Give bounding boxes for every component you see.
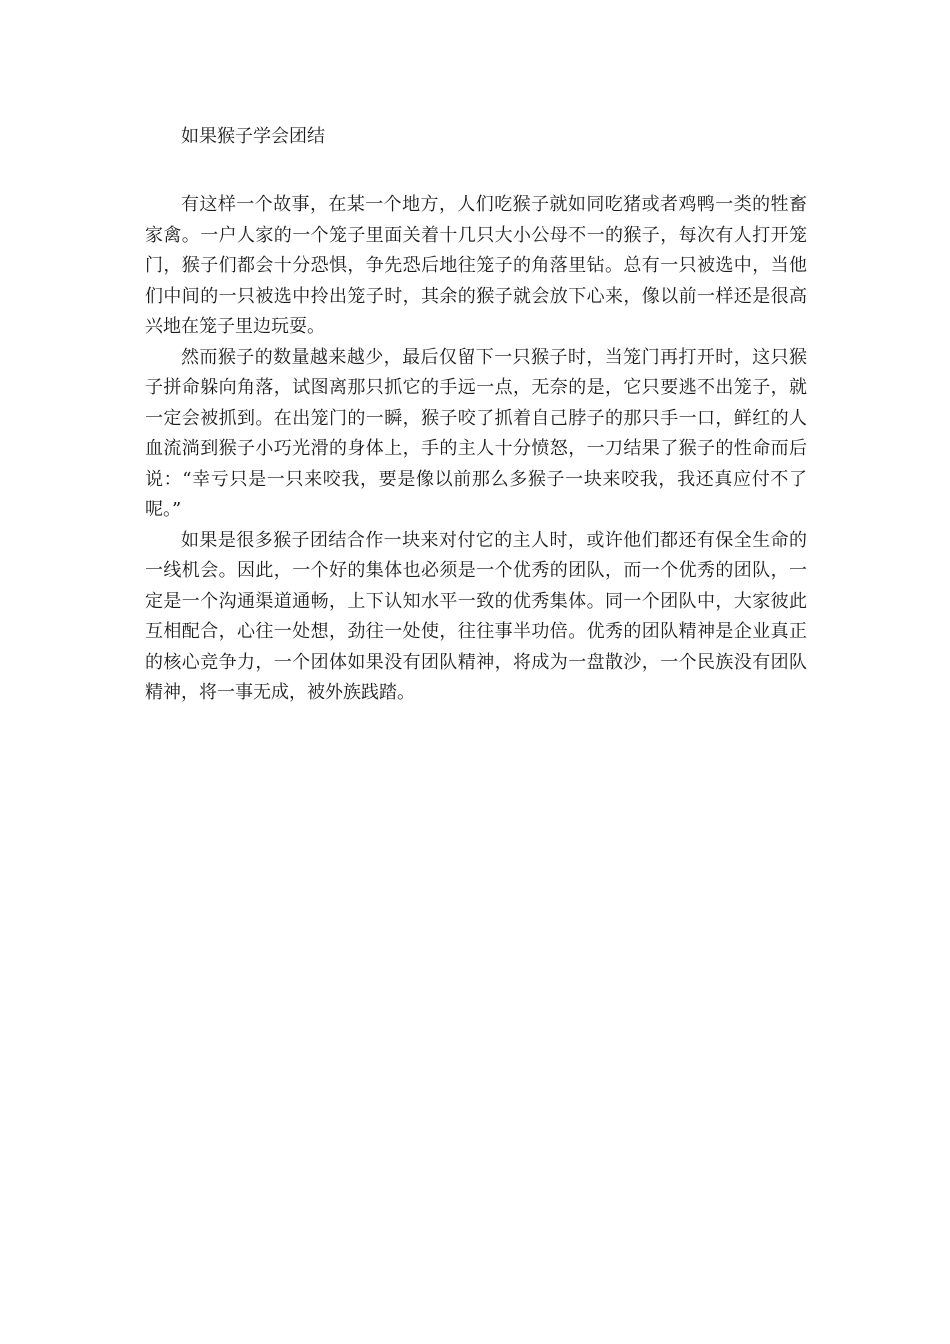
paragraph-3: 如果是很多猴子团结合作一块来对付它的主人时，或许他们都还有保全生命的一线机会。因此，一个好的集体也必须是一个优秀的团队，而一个优秀的团队，一定是一个沟通渠道通畅，上下认知水平一致的优秀集体。同一个团队中，大家彼此互相配合，心往一处想，劲往一处使，往往事半功倍。优秀的团队精神是企业真正的核心竞争力，一个团体如果没有团队精神，将成为一盘散沙，一个民族没有团队精神，将一事无成，被外族践踏。 [145, 529, 807, 703]
document-body [145, 190, 807, 709]
paragraph-1: 有这样一个故事，在某一个地方，人们吃猴子就如同吃猪或者鸡鸭一类的牲畜家禽。一户人家的一个笼子里面关着十几只大小公母不一的猴子，每次有人打开笼门，猴子们都会十分恐惧，争先恐后地往笼子的角落里钻。总有一只被选中，当他们中间的一只被选中拎出笼子时，其余的猴子就会放下心来，像以前一样还是很高兴地在笼子里边玩耍。 [145, 194, 807, 337]
document-title: 如果猴子学会团结 [181, 126, 325, 147]
paragraph-2: 然而猴子的数量越来越少，最后仅留下一只猴子时，当笼门再打开时，这只猴子拼命躲向角落，试图离那只抓它的手远一点，无奈的是，它只要逃不出笼子，就一定会被抓到。在出笼门的一瞬，猴子咬了抓着自己脖子的那只手一口，鲜红的人血流淌到猴子小巧光滑的身体上，手的主人十分愤怒，一刀结果了猴子的性命而后说：“幸亏只是一只来咬我，要是像以前那么多猴子一块来咬我，我还真应付不了呢。” [145, 346, 807, 520]
